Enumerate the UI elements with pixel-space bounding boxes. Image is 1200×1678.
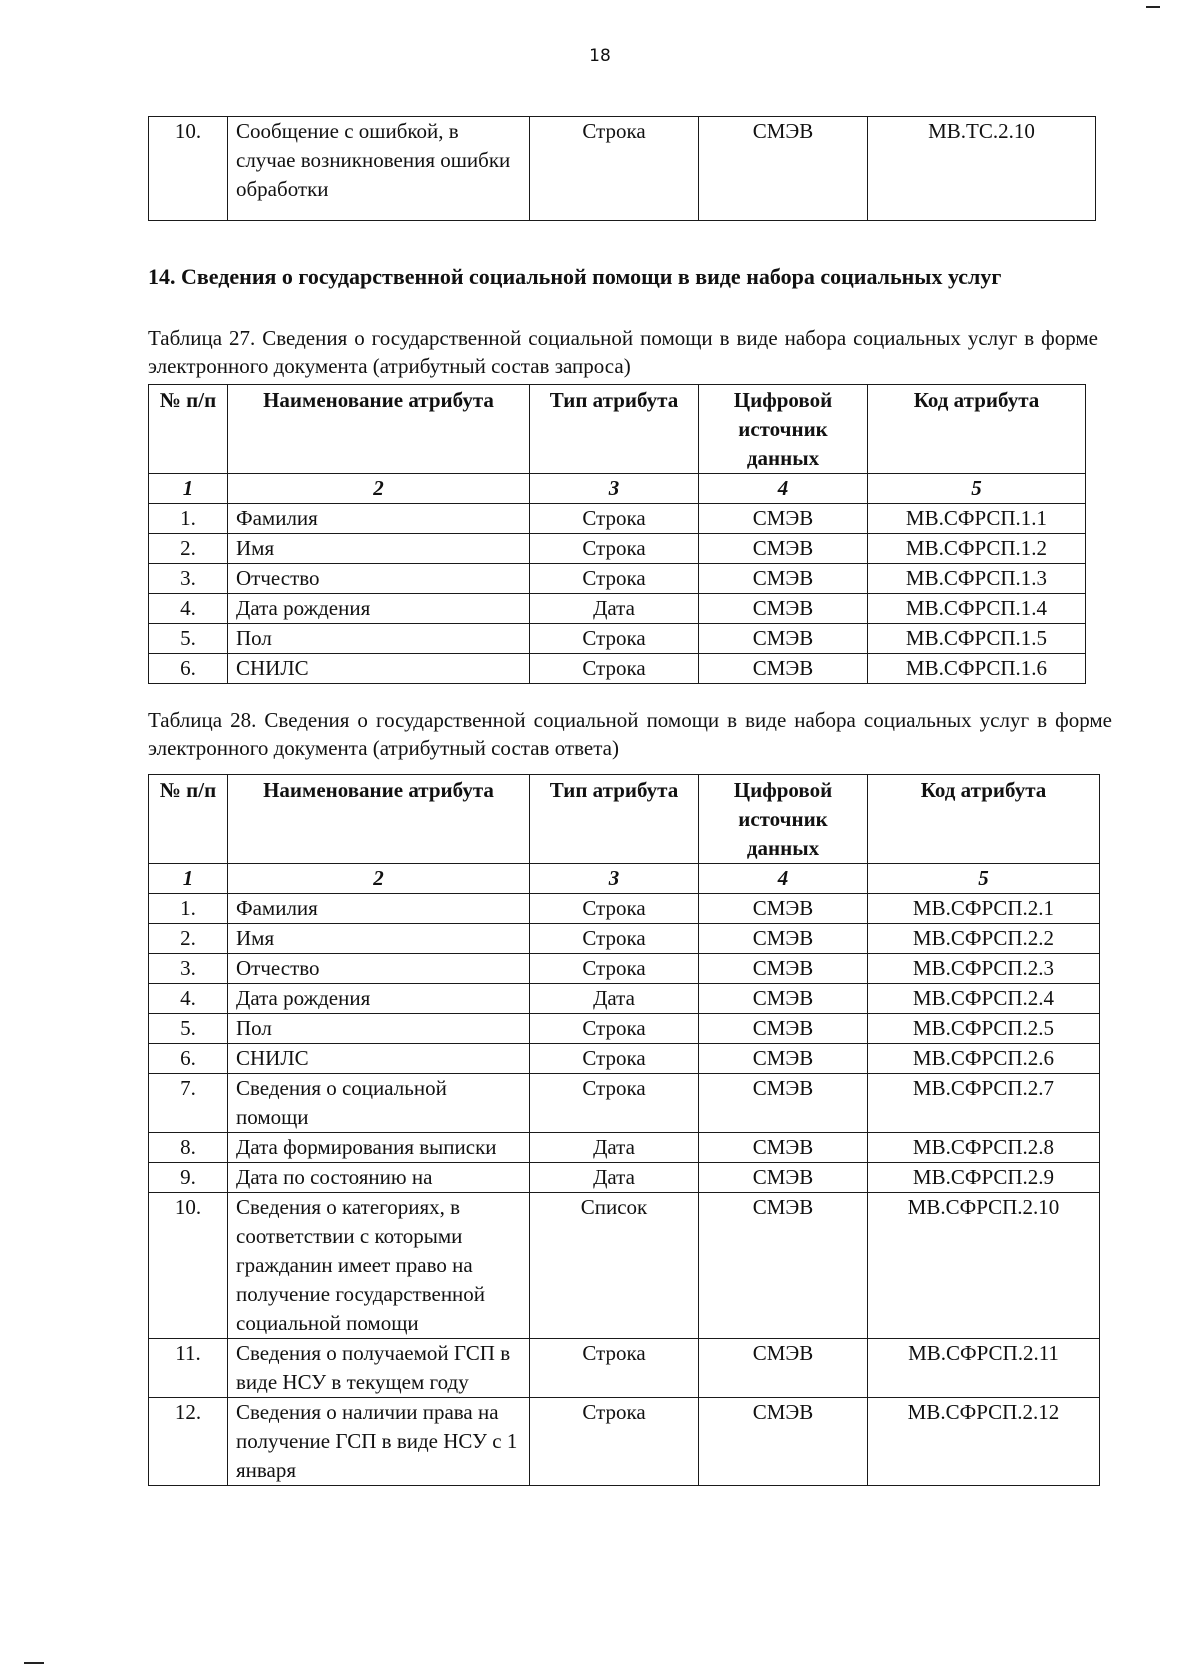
attribute-code: MB.СФРСП.2.8: [868, 1133, 1100, 1163]
table-row: [149, 504, 1086, 534]
data-source: СМЭВ: [699, 894, 868, 924]
row-number: 5.: [149, 624, 228, 654]
attribute-name: Дата рождения: [228, 594, 530, 624]
header-name: Наименование атрибута: [228, 775, 530, 864]
attribute-name: Фамилия: [228, 894, 530, 924]
attribute-name: Дата рождения: [228, 984, 530, 1014]
row-number: 1.: [149, 504, 228, 534]
table-row: [149, 894, 1100, 924]
attribute-type: Строка: [530, 1044, 699, 1074]
table-row: [149, 954, 1100, 984]
attribute-type: Дата: [530, 984, 699, 1014]
table-27: [148, 384, 1086, 684]
attribute-type: Строка: [530, 894, 699, 924]
attribute-type: Строка: [530, 954, 699, 984]
attribute-type: Дата: [530, 594, 699, 624]
attribute-type: Строка: [530, 117, 699, 221]
table-row: [149, 1074, 1100, 1133]
attribute-code: MB.СФРСП.1.5: [868, 624, 1086, 654]
header-name: Наименование атрибута: [228, 385, 530, 474]
row-number: 8.: [149, 1133, 228, 1163]
data-source: СМЭВ: [699, 924, 868, 954]
data-source: СМЭВ: [699, 117, 868, 221]
header-row: [149, 775, 1100, 864]
attribute-type: Список: [530, 1193, 699, 1339]
attribute-type: Строка: [530, 1074, 699, 1133]
data-source: СМЭВ: [699, 1163, 868, 1193]
data-source: СМЭВ: [699, 1014, 868, 1044]
data-source: СМЭВ: [699, 954, 868, 984]
column-number: 5: [868, 864, 1100, 894]
header-source: Цифровой источник данных: [699, 775, 868, 864]
attribute-code: MB.СФРСП.2.10: [868, 1193, 1100, 1339]
attribute-name: Сведения о категориях, в соответствии с которыми гражданин имеет право на получение государственной социальной помощи: [228, 1193, 530, 1339]
column-number: 2: [228, 864, 530, 894]
attribute-name: Пол: [228, 624, 530, 654]
attribute-type: Строка: [530, 534, 699, 564]
attribute-name: Имя: [228, 924, 530, 954]
table-27-caption: Таблица 27. Сведения о государственной социальной помощи в виде набора социальных услуг в форме электронного документа (атрибутный состав запроса): [148, 326, 1098, 378]
column-number: 2: [228, 474, 530, 504]
row-number: 4.: [149, 594, 228, 624]
attribute-name: Пол: [228, 1014, 530, 1044]
row-number: 5.: [149, 1014, 228, 1044]
column-number: 1: [149, 864, 228, 894]
table-row: [149, 1044, 1100, 1074]
table-28: [148, 774, 1100, 1486]
row-number: 2.: [149, 924, 228, 954]
table-row: [149, 1163, 1100, 1193]
attribute-code: MB.СФРСП.2.2: [868, 924, 1100, 954]
header-type: Тип атрибута: [530, 385, 699, 474]
row-number: 10.: [149, 117, 228, 221]
table-row: [149, 1014, 1100, 1044]
data-source: СМЭВ: [699, 1074, 868, 1133]
section-heading: 14. Сведения о государственной социальной помощи в виде набора социальных услуг: [148, 264, 1002, 289]
attribute-type: Строка: [530, 1339, 699, 1398]
row-number: 4.: [149, 984, 228, 1014]
attribute-name: СНИЛС: [228, 654, 530, 684]
header-code: Код атрибута: [868, 385, 1086, 474]
header-code: Код атрибута: [868, 775, 1100, 864]
table-row: [149, 564, 1086, 594]
attribute-type: Дата: [530, 1133, 699, 1163]
attribute-code: MB.СФРСП.2.7: [868, 1074, 1100, 1133]
row-number: 3.: [149, 564, 228, 594]
attribute-name: Отчество: [228, 954, 530, 984]
data-source: СМЭВ: [699, 504, 868, 534]
attribute-name: Сведения о социальной помощи: [228, 1074, 530, 1133]
scan-edge-mark: [24, 1662, 44, 1664]
column-number: 5: [868, 474, 1086, 504]
header-number: № п/п: [149, 385, 228, 474]
header-number: № п/п: [149, 775, 228, 864]
table-row: [149, 984, 1100, 1014]
header-source: Цифровой источник данных: [699, 385, 868, 474]
table-row: [149, 654, 1086, 684]
data-source: СМЭВ: [699, 1398, 868, 1486]
row-number: 3.: [149, 954, 228, 984]
row-number: 2.: [149, 534, 228, 564]
continued-table-body: [149, 117, 1096, 221]
data-source: СМЭВ: [699, 654, 868, 684]
row-number: 10.: [149, 1193, 228, 1339]
table-row: [149, 624, 1086, 654]
row-number: 7.: [149, 1074, 228, 1133]
column-number: 1: [149, 474, 228, 504]
attribute-code: MB.СФРСП.2.9: [868, 1163, 1100, 1193]
attribute-type: Строка: [530, 564, 699, 594]
row-number: 6.: [149, 1044, 228, 1074]
attribute-code: MB.СФРСП.2.5: [868, 1014, 1100, 1044]
header-type: Тип атрибута: [530, 775, 699, 864]
attribute-code: MB.СФРСП.1.2: [868, 534, 1086, 564]
attribute-code: MB.СФРСП.2.12: [868, 1398, 1100, 1486]
page-number: 18: [589, 46, 611, 66]
attribute-name: СНИЛС: [228, 1044, 530, 1074]
scan-edge-mark: [1146, 6, 1160, 8]
table-row: [149, 1193, 1100, 1339]
data-source: СМЭВ: [699, 1044, 868, 1074]
data-source: СМЭВ: [699, 564, 868, 594]
data-source: СМЭВ: [699, 1193, 868, 1339]
table-row: [149, 924, 1100, 954]
table-27-body: [149, 474, 1086, 684]
attribute-type: Дата: [530, 1163, 699, 1193]
column-number: 4: [699, 474, 868, 504]
row-number: 6.: [149, 654, 228, 684]
attribute-name: Дата формирования выписки: [228, 1133, 530, 1163]
attribute-code: MB.СФРСП.2.3: [868, 954, 1100, 984]
attribute-code: MB.СФРСП.2.6: [868, 1044, 1100, 1074]
column-number-row: [149, 474, 1086, 504]
data-source: СМЭВ: [699, 1339, 868, 1398]
table-row: [149, 534, 1086, 564]
data-source: СМЭВ: [699, 984, 868, 1014]
data-source: СМЭВ: [699, 624, 868, 654]
attribute-code: MB.СФРСП.2.11: [868, 1339, 1100, 1398]
attribute-type: Строка: [530, 1014, 699, 1044]
column-number: 3: [530, 474, 699, 504]
attribute-name: Сообщение с ошибкой, в случае возникновения ошибки обработки: [228, 117, 530, 221]
attribute-name: Сведения о получаемой ГСП в виде НСУ в текущем году: [228, 1339, 530, 1398]
row-number: 9.: [149, 1163, 228, 1193]
attribute-code: MB.СФРСП.1.3: [868, 564, 1086, 594]
row-number: 1.: [149, 894, 228, 924]
attribute-type: Строка: [530, 654, 699, 684]
attribute-name: Дата по состоянию на: [228, 1163, 530, 1193]
header-row: [149, 385, 1086, 474]
row-number: 12.: [149, 1398, 228, 1486]
attribute-type: Строка: [530, 504, 699, 534]
attribute-code: MB.СФРСП.1.6: [868, 654, 1086, 684]
table-row: [149, 1339, 1100, 1398]
table-row: [149, 594, 1086, 624]
row-number: 11.: [149, 1339, 228, 1398]
data-source: СМЭВ: [699, 534, 868, 564]
attribute-code: MB.СФРСП.1.4: [868, 594, 1086, 624]
attribute-type: Строка: [530, 624, 699, 654]
table-row: [149, 1133, 1100, 1163]
table-row: [149, 1398, 1100, 1486]
table-row: [149, 117, 1096, 221]
attribute-type: Строка: [530, 1398, 699, 1486]
column-number: 3: [530, 864, 699, 894]
attribute-code: MB.СФРСП.2.4: [868, 984, 1100, 1014]
attribute-name: Имя: [228, 534, 530, 564]
table-28-caption: Таблица 28. Сведения о государственной социальной помощи в виде набора социальных услуг в форме электронного документа (атрибутный состав ответа): [148, 708, 1112, 760]
attribute-code: MB.СФРСП.2.1: [868, 894, 1100, 924]
attribute-name: Фамилия: [228, 504, 530, 534]
column-number: 4: [699, 864, 868, 894]
attribute-name: Отчество: [228, 564, 530, 594]
continued-table: [148, 116, 1096, 221]
table-28-body: [149, 864, 1100, 1486]
data-source: СМЭВ: [699, 1133, 868, 1163]
attribute-type: Строка: [530, 924, 699, 954]
attribute-code: MB.СФРСП.1.1: [868, 504, 1086, 534]
attribute-code: MB.TC.2.10: [868, 117, 1096, 221]
attribute-name: Сведения о наличии права на получение ГСП в виде НСУ с 1 января: [228, 1398, 530, 1486]
data-source: СМЭВ: [699, 594, 868, 624]
column-number-row: [149, 864, 1100, 894]
